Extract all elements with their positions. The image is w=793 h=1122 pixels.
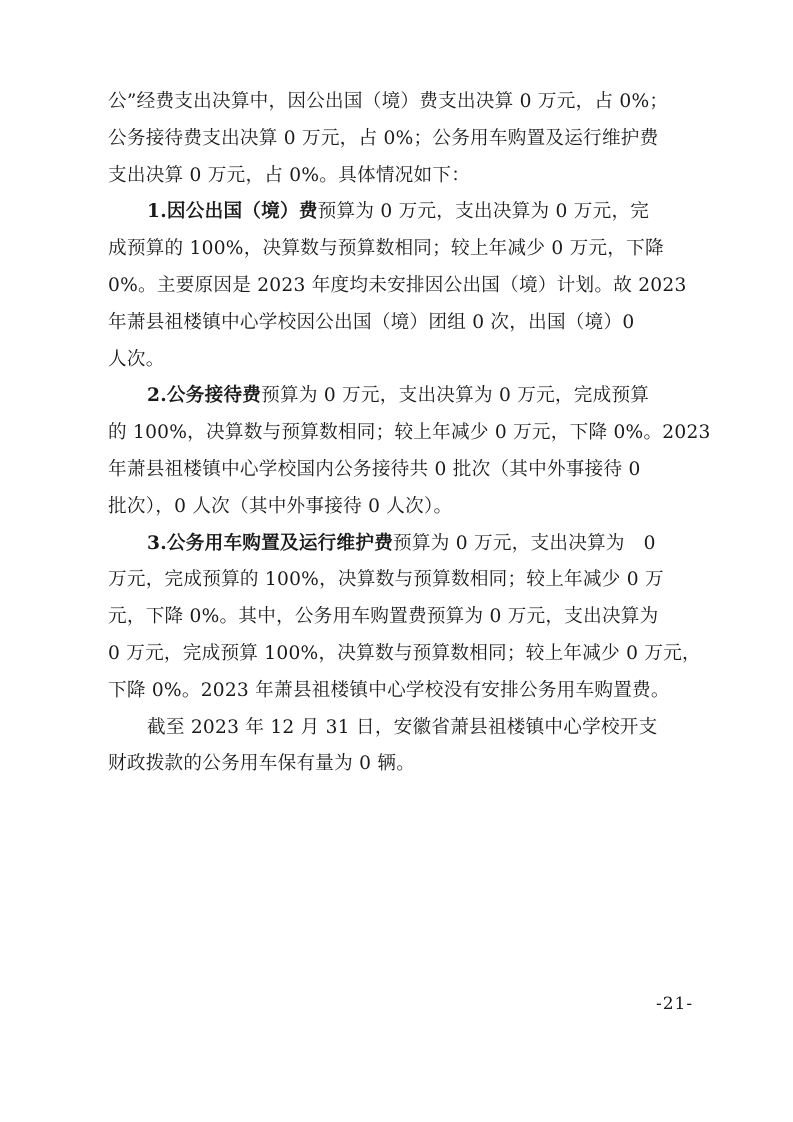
section3-line: 元，下降 0%。其中，公务用车购置费预算为 0 万元，支出决算为 [108,606,659,628]
section1-line: 成预算的 100%，决算数与预算数相同；较上年减少 0 万元，下降 [108,238,664,260]
intro-line: 公务接待费支出决算 0 万元，占 0%；公务用车购置及运行维护费 [108,127,659,149]
section3-line: 万元，完成预算的 100%，决算数与预算数相同；较上年减少 0 万 [108,569,664,591]
section1-heading: 1.因公出国（境）费 [147,201,318,223]
document-body [108,84,711,783]
section2-text: 预算为 0 万元，支出决算为 0 万元，完成预算 [261,385,650,407]
section3-line: 下降 0%。2023 年萧县祖楼镇中心学校没有安排公务用车购置费。 [108,679,670,701]
intro-line: 支出决算 0 万元，占 0%。具体情况如下： [108,164,471,186]
section1-line: 年萧县祖楼镇中心学校因公出国（境）团组 0 次，出国（境）0 [108,311,635,333]
closing-line: 截至 2023 年 12 月 31 日，安徽省萧县祖楼镇中心学校开支 [147,716,658,738]
section2-line: 批次），0 人次（其中外事接待 0 人次）。 [108,495,453,517]
section2-heading: 2.公务接待费 [147,385,262,407]
section1-line: 人次。 [108,348,165,370]
page-number: -21- [656,994,694,1014]
section3-heading: 3.公务用车购置及运行维护费 [147,532,394,554]
section2-first-line [108,378,693,415]
section1-line: 0%。主要原因是 2023 年度均未安排因公出国（境）计划。故 2023 [108,274,687,296]
section2-line: 年萧县祖楼镇中心学校国内公务接待共 0 批次（其中外事接待 0 [108,458,641,480]
closing-line: 财政拨款的公务用车保有量为 0 辆。 [108,753,416,775]
intro-line: 公”经费支出决算中，因公出国（境）费支出决算 0 万元，占 0%； [108,91,669,112]
section3-line: 0 万元，完成预算 100%，决算数与预算数相同；较上年减少 0 万元， [108,642,701,664]
section1-text: 预算为 0 万元，支出决算为 0 万元，完 [317,201,650,223]
section3-first-line [108,526,693,563]
section2-line: 的 100%，决算数与预算数相同；较上年减少 0 万元，下降 0%。2023 [108,422,711,444]
section3-text: 预算为 0 万元，支出决算为 0 [393,532,656,554]
section1-first-line [108,194,693,231]
